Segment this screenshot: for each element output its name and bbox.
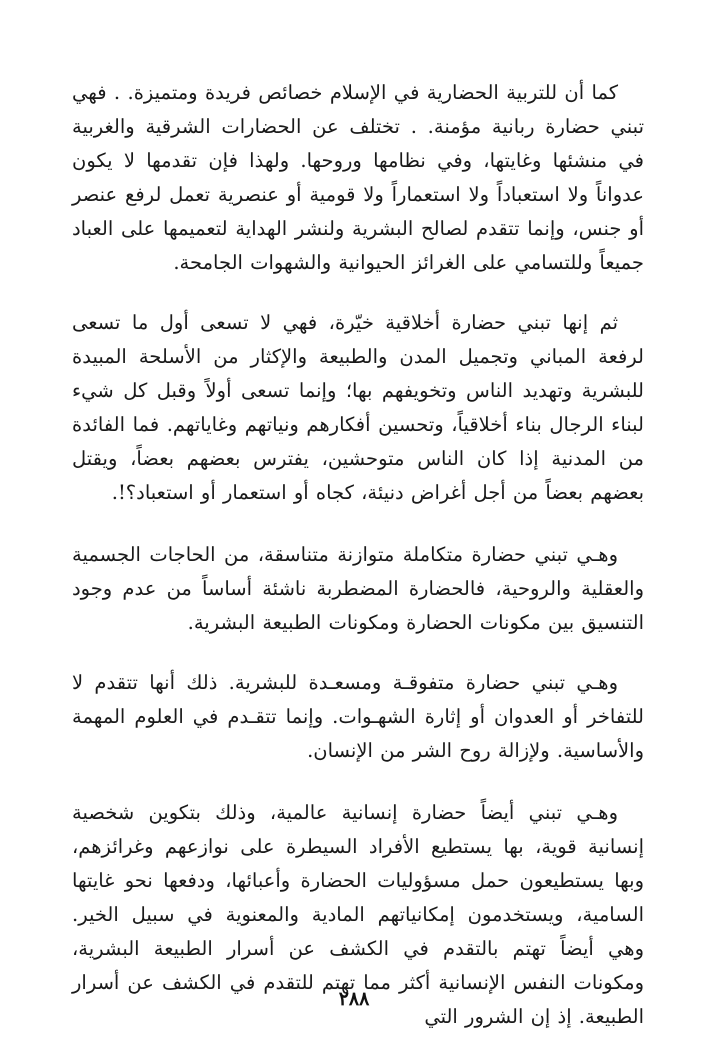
paragraph-integrated-civilization: وهـي تبني حضارة متكاملة متوازنة متناسقة، من الحاجات الجسمية والعقلية والروحية، فالحضارة المضطربة ناشئة أساساً من عدم وجود التنسيق بين مكونات الحضارة ومكونات الطبيعة البشرية. bbox=[72, 543, 644, 634]
page-body bbox=[72, 76, 644, 1034]
paragraph-superior-civilization: وهـي تبني حضارة متفوقـة ومسعـدة للبشرية. ذلك أنها تتقدم لا للتفاخر أو العدوان أو إثارة الشهـوات. وإنما تتقـدم في العلوم المهمة والأساسية. ولإزالة روح الشر من الإنسان. bbox=[72, 671, 644, 762]
page-number: ٢٨٨ bbox=[338, 988, 370, 1010]
paragraph-universal-civilization: وهـي تبني أيضاً حضارة إنسانية عالمية، وذلك بتكوين شخصية إنسانية قوية، بها يستطيع الأفراد السيطرة على نوازعهم وغرائزهم، وبها يستطيعون حمل مسؤوليات الحضارة وأعبائها، ودفعها نحو غايتها السامية، ويستخدمون إمكانياتهم المادية والمعنوية في سبيل الخير. وهي أيضاً تهتم بالتقدم في الكشف عن أسرار الطبيعة البشرية، ومكونات النفس الإنسانية أكثر مما تهتم للتقدم في الكشف عن أسرار الطبيعة. إذ إن الشرور التي bbox=[72, 801, 644, 1028]
paragraph-moral-civilization: ثم إنها تبني حضارة أخلاقية خيّرة، فهي لا تسعى أول ما تسعى لرفعة المباني وتجميل المدن والطبيعة والإكثار من الأسلحة المبيدة للبشرية وتهديد الناس وتخويفهم بها؛ وإنما تسعى أولاً وقبل كل شيء لبناء الرجال بناء أخلاقياً، وتحسين أفكارهم ونياتهم وغاياتهم. فما الفائدة من المدنية إذا كان الناس متوحشين، يفترس بعضهم بعضاً، ويقتل بعضهم بعضاً من أجل أغراض دنيئة، كجاه أو استعمار أو استعباد؟!. bbox=[72, 311, 644, 504]
paragraph-islamic-civilization-characteristics: كما أن للتربية الحضارية في الإسلام خصائص فريدة ومتميزة. . فهي تبني حضارة ربانية مؤمنة. . تختلف عن الحضارات الشرقية والغربية في منشئها وغايتها، وفي نظامها وروحها. ولهذا فإن تقدمها لا يكون عدواناً ولا استعباداً ولا استعماراً ولا قومية أو عنصرية تعمل لرفع عنصر أو جنس، وإنما تتقدم لصالح البشرية ولنشر الهداية لتعميمها على العباد جميعاً وللتسامي على الغرائز الحيوانية والشهوات الجامحة. bbox=[72, 81, 644, 274]
